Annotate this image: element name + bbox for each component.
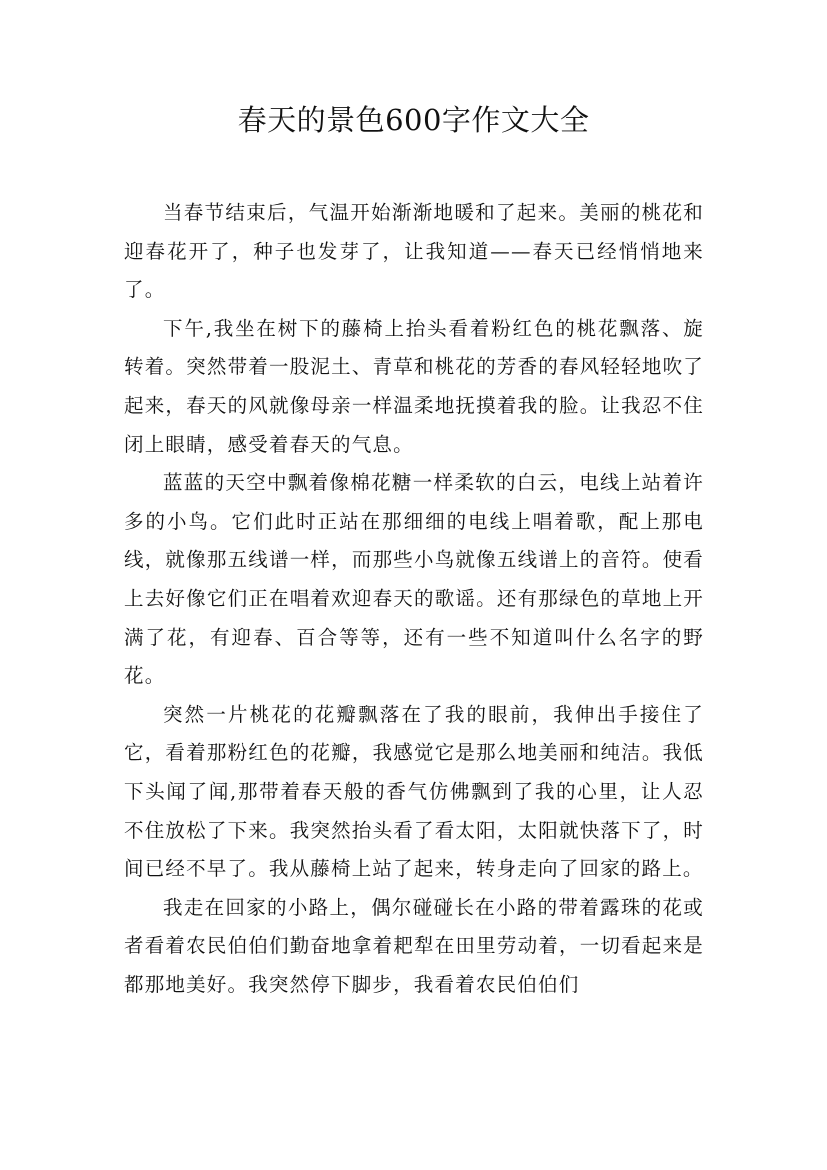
paragraph: 当春节结束后，气温开始渐渐地暖和了起来。美丽的桃花和迎春花开了，种子也发芽了，让我知道——春天已经悄悄地来了。	[124, 201, 704, 302]
paragraph: 突然一片桃花的花瓣飘落在了我的眼前，我伸出手接住了它，看着那粉红色的花瓣，我感觉它是那么地美丽和纯洁。我低下头闻了闻,那带着春天般的香气仿佛飘到了我的心里，让人忍不住放松了下来。我突然抬头看了看太阳，太阳就快落下了，时间已经不早了。我从藤椅上站了起来，转身走向了回家的路上。	[124, 702, 704, 881]
document-body	[124, 194, 704, 1004]
document-title: 春天的景色600字作文大全	[237, 103, 590, 137]
paragraph: 我走在回家的小路上，偶尔碰碰长在小路的带着露珠的花或者看着农民伯伯们勤奋地拿着耙犁在田里劳动着，一切看起来是都那地美好。我突然停下脚步，我看着农民伯伯们	[124, 895, 704, 996]
paragraph: 下午,我坐在树下的藤椅上抬头看着粉红色的桃花飘落、旋转着。突然带着一股泥土、青草和桃花的芳香的春风轻轻地吹了起来，春天的风就像母亲一样温柔地抚摸着我的脸。让我忍不住闭上眼睛，感受着春天的气息。	[124, 316, 704, 456]
paragraph: 蓝蓝的天空中飘着像棉花糖一样柔软的白云，电线上站着许多的小鸟。它们此时正站在那细细的电线上唱着歌，配上那电线，就像那五线谱一样，而那些小鸟就像五线谱上的音符。使看上去好像它们正在唱着欢迎春天的歌谣。还有那绿色的草地上开满了花，有迎春、百合等等，还有一些不知道叫什么名字的野花。	[124, 471, 704, 688]
